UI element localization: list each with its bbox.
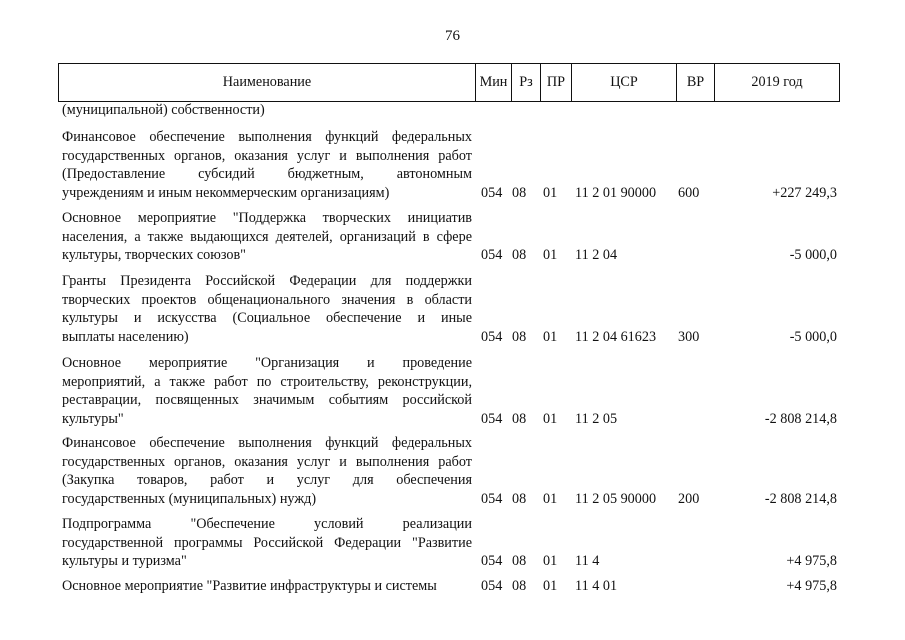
row-rz: 08 (512, 553, 527, 569)
row-min: 054 (481, 490, 503, 507)
row-name-line: государственных органов, оказания услуг и выполнения работ (62, 453, 472, 470)
row-name-line: государственной программы Российской Федерации "Развитие (62, 534, 472, 551)
row-min: 054 (481, 247, 503, 263)
row-name-line: реставрации, посвященных значимым событиям российской (62, 392, 472, 408)
table-header (58, 63, 840, 102)
row-pr: 01 (543, 328, 558, 345)
row-min: 054 (481, 578, 503, 594)
row-name-line: творческих проектов общенационального значения в области (62, 291, 472, 308)
header-name: Наименование (222, 74, 312, 90)
row-min: 054 (481, 553, 503, 569)
row-name (62, 354, 472, 428)
row-name-line: выплаты населению) (62, 328, 189, 345)
row-rz: 08 (512, 578, 527, 594)
row-pr: 01 (543, 247, 558, 263)
row-name-line: Основное мероприятие "Развитие инфраструктуры и системы (62, 578, 437, 594)
row-name-line: (Закупка товаров, работ и услуг для обеспечения (62, 472, 472, 488)
row-min: 054 (481, 410, 503, 427)
header-csr: ЦСР (571, 64, 676, 101)
row-vr: 600 (678, 184, 700, 201)
row-name-line: государственных органов, оказания услуг и выполнения работ (62, 147, 472, 164)
row-value: -5 000,0 (789, 328, 837, 345)
row-csr: 11 2 04 61623 (575, 328, 657, 345)
row-rz: 08 (512, 410, 527, 427)
row-value: -2 808 214,8 (764, 410, 837, 427)
row-rz: 08 (512, 184, 527, 201)
row-rz: 08 (512, 490, 527, 507)
header-min: Мин (475, 64, 511, 101)
header-vr: ВР (676, 64, 714, 101)
row-rz: 08 (512, 247, 527, 263)
row-name (62, 434, 472, 508)
row-csr: 11 2 01 90000 (575, 184, 657, 201)
header-pr: ПР (540, 64, 571, 101)
row-pr: 01 (543, 578, 558, 594)
row-name-line: Подпрограмма "Обеспечение условий реализации (62, 516, 472, 532)
row-name-line: Финансовое обеспечение выполнения функций федеральных (62, 129, 472, 145)
row-name-line: (Предоставление субсидий бюджетным, автономным (62, 166, 472, 182)
row-value: +227 249,3 (772, 184, 837, 201)
row-min: 054 (481, 328, 503, 345)
row-name (62, 272, 472, 346)
row-pr: 01 (543, 490, 558, 507)
row-value: +4 975,8 (786, 553, 837, 569)
row-name-line: культуры и туризма" (62, 553, 187, 569)
row-rz: 08 (512, 328, 527, 345)
row-name-line: культуры, творческих союзов" (62, 247, 246, 263)
row-name (62, 128, 472, 202)
row-value: -2 808 214,8 (764, 490, 837, 507)
page-number: 76 (445, 28, 460, 44)
row-name-line: учреждениям и иным некоммерческим организациям) (62, 184, 390, 201)
row-csr: 11 2 05 90000 (575, 490, 657, 507)
row-name (62, 577, 472, 596)
row-pr: 01 (543, 184, 558, 201)
row-csr: 11 2 05 (575, 410, 618, 427)
row-csr: 11 4 01 (575, 578, 618, 594)
row-name (62, 515, 472, 571)
row-name-line: Основное мероприятие "Поддержка творческих инициатив (62, 210, 472, 226)
row-vr: 300 (678, 328, 700, 345)
header-year: 2019 год (714, 64, 839, 101)
row-pr: 01 (543, 553, 558, 569)
row-name-line: культуры и искусства (Социальное обеспечение и иные (62, 310, 472, 326)
row-value: +4 975,8 (786, 578, 837, 594)
row-name (62, 209, 472, 265)
row-name-line: (муниципальной) собственности) (62, 102, 265, 118)
row-name-line: Гранты Президента Российской Федерации для поддержки (62, 273, 472, 289)
row-csr: 11 2 04 (575, 247, 618, 263)
row-csr: 11 4 (575, 553, 600, 569)
row-name-line: населения, а также выдающихся деятелей, организаций в сфере (62, 228, 472, 245)
row-vr: 200 (678, 490, 700, 507)
row-min: 054 (481, 184, 503, 201)
row-pr: 01 (543, 410, 558, 427)
row-name-line: культуры" (62, 410, 124, 427)
row-value: -5 000,0 (789, 247, 837, 263)
header-rz: Рз (511, 64, 540, 101)
row-name-line: Основное мероприятие "Организация и проведение (62, 355, 472, 371)
row-name-line: Финансовое обеспечение выполнения функций федеральных (62, 435, 472, 451)
row-name (62, 101, 472, 120)
row-name-line: мероприятий, а также работ по строительству, реконструкции, (62, 373, 472, 390)
row-name-line: государственных (муниципальных) нужд) (62, 490, 317, 507)
